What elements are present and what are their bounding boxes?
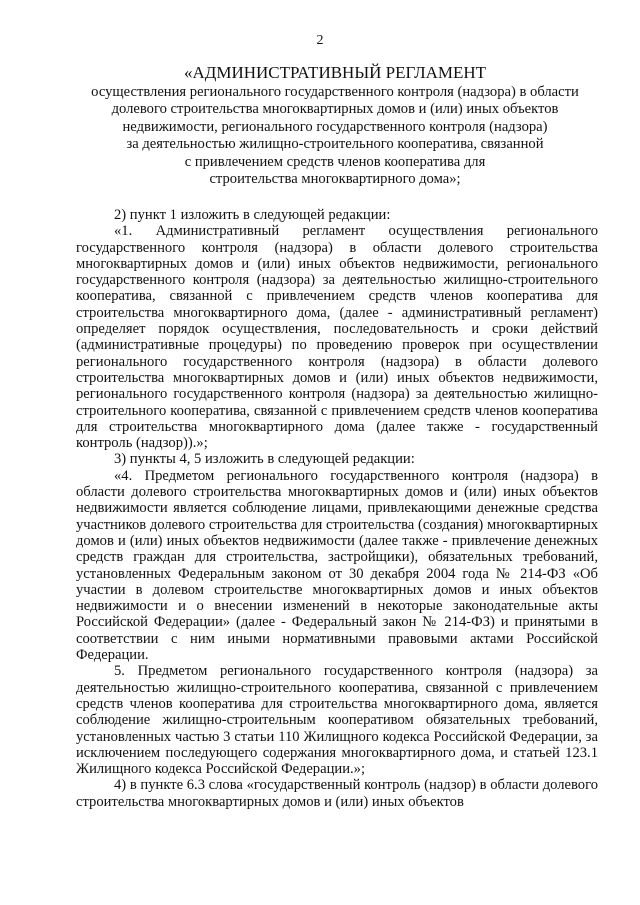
amendment-paragraph: «4. Предметом регионального государственного контроля (надзора) в области долевого строительства многоквартирных домов и (или) иных объектов недвижимости является соблюдение лицами, привлекающими денежные средства участников долевого строительства для строительства (создания) многоквартирных домов и (или) иных объектов недвижимости (далее также - привлечение денежных средств граждан для строительства, застройщики), обязательных требований, установленных Федеральным законом от 30 декабря 2004 года № 214-ФЗ «Об участии в долевом строительстве многоквартирных домов и иных объектов недвижимости и о внесении изменений в некоторые законодательные акты Российской Федерации» (далее - Федеральный закон № 214-ФЗ) и принятыми в соответствии с ним иными нормативными правовыми актами Российской Федерации. <box>76 467 598 664</box>
page-number: 2 <box>316 33 324 48</box>
subtitle-line: осуществления регионального государственного контроля (надзора) в области <box>91 84 579 100</box>
amendment-paragraph: 3) пункты 4, 5 изложить в следующей редакции: <box>114 451 415 468</box>
subtitle-line: недвижимости, регионального государственного контроля (надзора) <box>122 118 548 135</box>
amendment-paragraph: 2) пункт 1 изложить в следующей редакции: <box>114 207 391 223</box>
regulation-title: «АДМИНИСТРАТИВНЫЙ РЕГЛАМЕНТ <box>183 63 487 82</box>
amendment-paragraph: «1. Административный регламент осуществления регионального государственного контроля (надзора) в области долевого строительства многоквартирных домов и (или) иных объектов недвижимости, регионального государственного контроля (надзора) за деятельностью жилищно-строительного кооператива, связанной с привлечением средств членов кооператива для строительства многоквартирного дома, (далее - административный регламент) определяет порядок осуществления, последовательность и сроки действий (административные процедуры) по проведению проверок при осуществлении регионального государственного контроля (надзора) в области долевого строительства многоквартирных домов и (или) иных объектов недвижимости, регионального государственного контроля (надзора) за деятельностью жилищно-строительного кооператива, связанной с привлечением средств членов кооператива для строительства многоквартирного дома (далее также - государственный контроль (надзор)).»; <box>76 223 598 452</box>
amendment-paragraph: 5. Предметом регионального государственного контроля (надзора) за деятельностью жилищно-строительного кооператива, связанной с привлечением средств членов кооператива для строительства многоквартирного дома, является соблюдение жилищно-строительным кооперативом обязательных требований, установленных частью 3 статьи 110 Жилищного кодекса Российской Федерации, за исключением последующего содержания многоквартирного дома, и статьей 123.1 Жилищного кодекса Российской Федерации.»; <box>76 663 598 778</box>
subtitle-line: строительства многоквартирного дома»; <box>209 171 461 188</box>
document-body <box>76 207 598 810</box>
subtitle-line: за деятельностью жилищно-строительного кооператива, связанной <box>126 136 544 153</box>
subtitle-line: с привлечением средств членов кооператива для <box>184 153 486 170</box>
amendment-paragraph: 4) в пункте 6.3 слова «государственный контроль (надзор) в области долевого строительства многоквартирных домов и (или) иных объектов <box>76 777 598 810</box>
subtitle-line: долевого строительства многоквартирных домов и (или) иных объектов <box>111 101 559 118</box>
regulation-heading <box>40 62 630 188</box>
